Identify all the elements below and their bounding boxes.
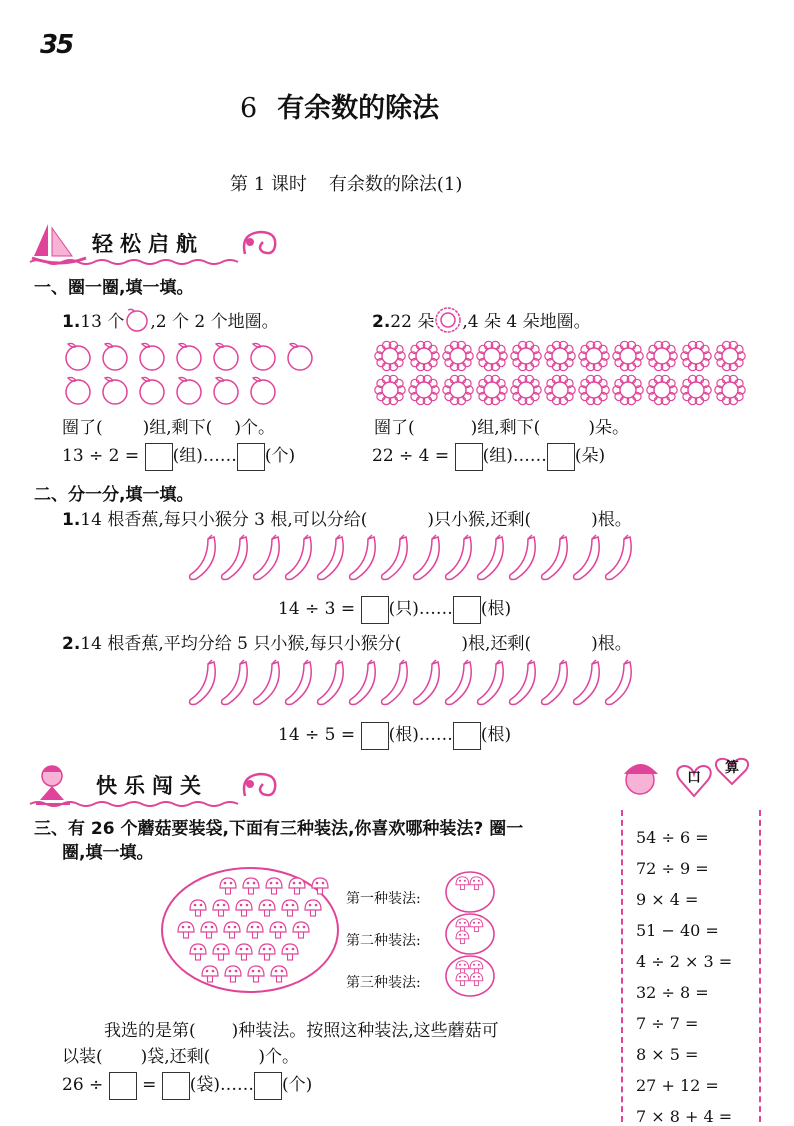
apple-icon [103, 343, 127, 370]
apple-icon [214, 343, 238, 370]
flower-icon [511, 375, 541, 404]
apple-icon [177, 377, 201, 404]
mental-math-item: 7 × 8 + 4 = [636, 1107, 733, 1126]
apple-icon [66, 377, 90, 404]
mushroom-basket [160, 866, 340, 994]
flower-icon [579, 375, 609, 404]
flower-icon [647, 341, 677, 370]
mushroom-icon [312, 878, 328, 894]
banana-icon [542, 660, 568, 705]
mushroom-icon [220, 878, 236, 894]
mental-math-item: 8 × 5 = [636, 1045, 699, 1064]
mushroom-icon [243, 878, 259, 894]
flower-icon [545, 375, 575, 404]
s2-q1-prompt: 1.14 根香蕉,每只小猴分 3 根,可以分给( )只小猴,还剩( )根。 [62, 510, 632, 530]
banana-icon [254, 535, 280, 580]
mushroom-icon [271, 966, 287, 982]
mushroom-icon [266, 878, 282, 894]
banana-icon [350, 535, 376, 580]
mental-math-item: 32 ÷ 8 = [636, 983, 709, 1002]
bag-icon [446, 872, 494, 912]
flower-icon [613, 341, 643, 370]
flower-icon [409, 375, 439, 404]
mushroom-icon [190, 900, 206, 916]
flower-icon [443, 375, 473, 404]
q1-number: 1. [62, 312, 81, 332]
banana-group [186, 658, 646, 710]
mushroom-icon [305, 900, 321, 916]
mental-math-item: 9 × 4 = [636, 890, 699, 909]
mushroom-icon [470, 973, 483, 986]
apple-icon [177, 343, 201, 370]
chapter-number: 6 [240, 93, 258, 124]
mushroom-bags [440, 870, 510, 1010]
mental-label-b: 算 [725, 760, 739, 776]
mushroom-icon [282, 900, 298, 916]
flower-icon [579, 341, 609, 370]
banana-icon [574, 660, 600, 705]
warmup-banner-text: 轻松启航 [92, 232, 204, 256]
method-1-label: 第一种装法: [346, 891, 421, 907]
banana-icon [446, 535, 472, 580]
swirl-ornament-icon [235, 224, 285, 262]
mushroom-icon [202, 966, 218, 982]
q1-fill-line: 圈了( )组,剩下( )个。 [62, 418, 275, 438]
q2-fill-line: 圈了( )组,剩下( )朵。 [374, 418, 629, 438]
mushroom-icon [456, 973, 469, 986]
challenge-banner-text: 快乐闯关 [96, 774, 208, 798]
banana-icon [510, 535, 536, 580]
banana-icon [318, 660, 344, 705]
flower-icon [681, 341, 711, 370]
answer-box[interactable] [453, 596, 481, 624]
mental-label-a: 口 [687, 770, 701, 786]
answer-box[interactable] [237, 443, 265, 471]
apple-icon [103, 377, 127, 404]
section2-heading: 二、分一分,填一填。 [34, 485, 194, 505]
banana-icon [510, 660, 536, 705]
mushroom-icon [282, 944, 298, 960]
apple-icon [251, 377, 275, 404]
mushroom-icon [201, 922, 217, 938]
banana-icon [318, 535, 344, 580]
flower-icon [545, 341, 575, 370]
answer-box[interactable] [361, 596, 389, 624]
s3-answer-line1: 我选的是第( )种装法。按照这种装法,这些蘑菇可 [104, 1021, 499, 1041]
flower-icon [715, 375, 745, 404]
mental-math-item: 7 ÷ 7 = [636, 1014, 699, 1033]
mushroom-icon [456, 919, 469, 932]
banana-icon [382, 535, 408, 580]
banana-icon [606, 660, 632, 705]
s3-equation: 26 ÷ = (袋)…… (个) [62, 1070, 312, 1100]
mushroom-icon [456, 961, 469, 974]
q2-text-a: 22 朵 [390, 312, 435, 332]
bag-icon [446, 914, 494, 954]
chapter-title [240, 86, 439, 125]
flower-icon [375, 341, 405, 370]
mental-math-item: 4 ÷ 2 × 3 = [636, 952, 733, 971]
flower-group [374, 340, 754, 410]
answer-box[interactable] [254, 1072, 282, 1100]
lesson-label: 第 1 课时 [230, 174, 307, 195]
mushroom-icon [213, 900, 229, 916]
flower-icon [477, 375, 507, 404]
s2-q2-prompt: 2.14 根香蕉,平均分给 5 只小猴,每只小猴分( )根,还剩( )根。 [62, 634, 632, 654]
flower-icon [715, 341, 745, 370]
method-3-label: 第三种装法: [346, 975, 421, 991]
apple-icon [66, 343, 90, 370]
banana-icon [222, 535, 248, 580]
mushroom-icon [178, 922, 194, 938]
page-number: 35 [40, 30, 73, 60]
banana-icon [190, 535, 216, 580]
mushroom-icon [213, 944, 229, 960]
q1-prompt [62, 307, 279, 332]
flower-icon [511, 341, 541, 370]
lesson-title [230, 170, 462, 196]
banana-icon [222, 660, 248, 705]
mushroom-icon [470, 919, 483, 932]
mushroom-icon [190, 944, 206, 960]
mushroom-icon [248, 966, 264, 982]
banana-icon [286, 535, 312, 580]
answer-box[interactable] [455, 443, 483, 471]
s2-q2-equation: 14 ÷ 5 = (根)…… (根) [278, 720, 511, 750]
mushroom-icon [470, 961, 483, 974]
lesson-title-text: 有余数的除法(1) [328, 174, 463, 195]
section3-heading-line2: 圈,填一填。 [62, 843, 154, 863]
answer-box[interactable] [109, 1072, 137, 1100]
s3-answer-line2: 以装( )袋,还剩( )个。 [62, 1047, 299, 1067]
apple-icon [288, 343, 312, 370]
q2-text-b: ,4 朵 4 朵地圈。 [462, 312, 591, 332]
banana-icon [414, 660, 440, 705]
chapter-title-text: 有余数的除法 [277, 93, 440, 124]
banana-icon [254, 660, 280, 705]
answer-box[interactable] [361, 722, 389, 750]
mental-math-item: 54 ÷ 6 = [636, 828, 709, 847]
mushroom-icon [225, 966, 241, 982]
banana-icon [190, 660, 216, 705]
mushroom-icon [270, 922, 286, 938]
apple-icon [214, 377, 238, 404]
apple-icon [140, 377, 164, 404]
q2-number: 2. [372, 312, 391, 332]
answer-box[interactable] [162, 1072, 190, 1100]
banana-group [186, 533, 646, 585]
mushroom-icon [259, 944, 275, 960]
mushroom-icon [236, 900, 252, 916]
mental-math-item: 51 − 40 = [636, 921, 719, 940]
mushroom-icon-group [178, 878, 328, 982]
warmup-banner [30, 218, 290, 268]
banana-icon [382, 660, 408, 705]
mushroom-icon [456, 931, 469, 944]
apple-icon [140, 343, 164, 370]
banana-icon [446, 660, 472, 705]
q2-prompt [372, 307, 591, 333]
mushroom-icon [470, 877, 483, 890]
mental-math-item: 27 + 12 = [636, 1076, 719, 1095]
banana-icon [542, 535, 568, 580]
mushroom-icon [293, 922, 309, 938]
s2-q1-equation: 14 ÷ 3 = (只)…… (根) [278, 594, 511, 624]
answer-box[interactable] [453, 722, 481, 750]
mushroom-icon [224, 922, 240, 938]
banana-icon [606, 535, 632, 580]
bag-icon [446, 956, 494, 996]
challenge-banner [30, 760, 290, 810]
section1-heading: 一、圈一圈,填一填。 [34, 278, 194, 298]
banana-icon [478, 660, 504, 705]
method-2-label: 第二种装法: [346, 933, 421, 949]
banana-icon [286, 660, 312, 705]
flower-icon [613, 375, 643, 404]
flower-icon [647, 375, 677, 404]
flower-icon [409, 341, 439, 370]
flower-icon [375, 375, 405, 404]
mushroom-icon [247, 922, 263, 938]
answer-box[interactable] [145, 443, 173, 471]
q1-equation: 13 ÷ 2 = (组)…… (个) [62, 441, 295, 471]
apple-group [60, 338, 330, 404]
mushroom-icon [289, 878, 305, 894]
banana-icon [350, 660, 376, 705]
mushroom-icon [236, 944, 252, 960]
q1-text-b: ,2 个 2 个地圈。 [150, 312, 279, 332]
flower-icon [443, 341, 473, 370]
q1-text-a: 13 个 [80, 312, 125, 332]
section3-heading-line1: 三、有 26 个蘑菇要装袋,下面有三种装法,你喜欢哪种装法? 圈一 [34, 819, 524, 839]
mushroom-icon [456, 877, 469, 890]
q2-equation: 22 ÷ 4 = (组)…… (朵) [372, 441, 605, 471]
banana-icon [414, 535, 440, 580]
mushroom-icon [259, 900, 275, 916]
banana-icon [478, 535, 504, 580]
flower-icon [477, 341, 507, 370]
swirl-ornament-icon [235, 766, 285, 804]
flower-icon [681, 375, 711, 404]
apple-icon [124, 308, 150, 332]
mental-math-item: 72 ÷ 9 = [636, 859, 709, 878]
apple-icon [251, 343, 275, 370]
banana-icon [574, 535, 600, 580]
flower-icon [434, 307, 462, 333]
answer-box[interactable] [547, 443, 575, 471]
